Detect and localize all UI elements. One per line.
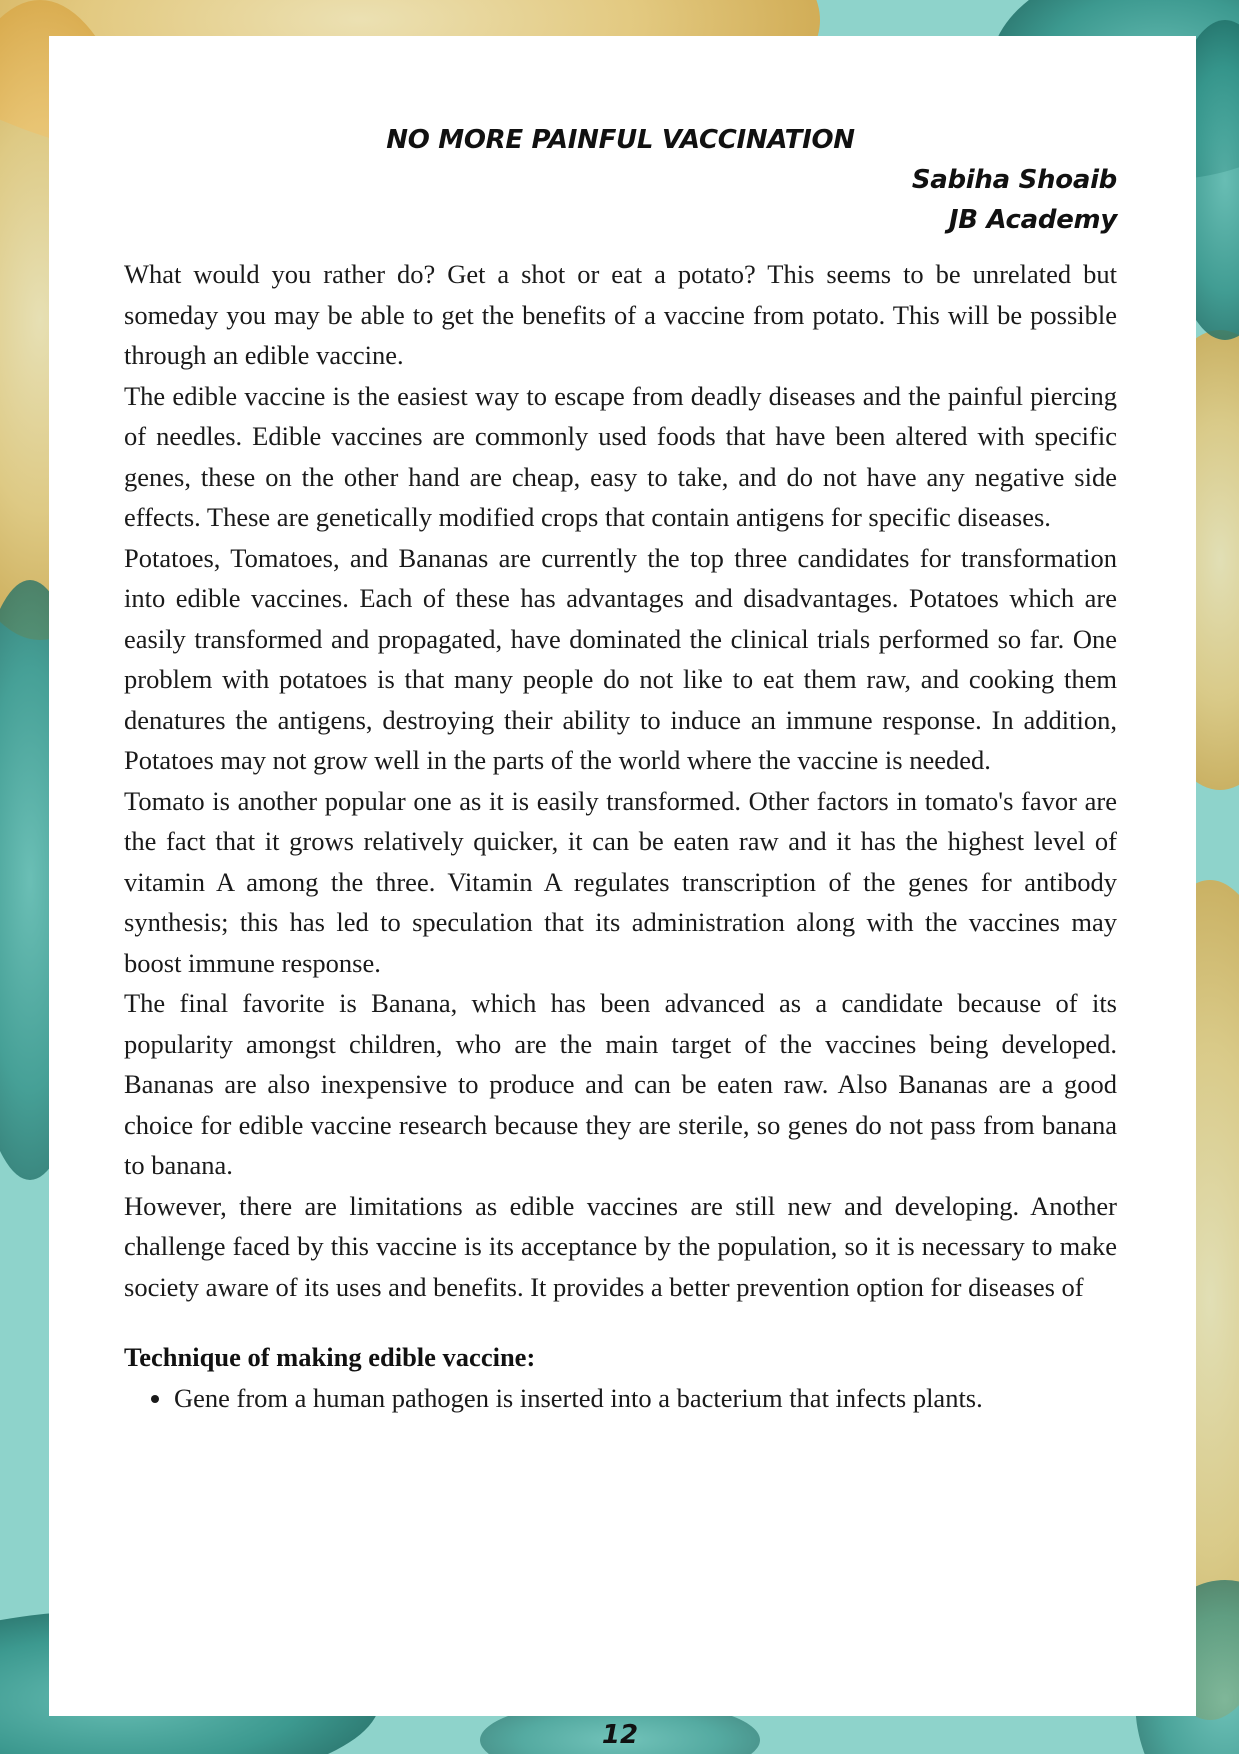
paragraph: Potatoes, Tomatoes, and Bananas are currently the top three candidates for transformation into edible vaccines. Each of these has advantages and disadvantages. Potatoes which are easily transformed and propagated, have dominated the clinical trials performed so far. One problem with potatoes is that many people do not like to eat them raw, and cooking them denatures the antigens, destroying their ability to induce an immune response. In addition, Potatoes may not grow well in the parts of the world where the vaccine is needed.: [124, 542, 1117, 775]
document-page: [49, 36, 1196, 1716]
paragraph: The edible vaccine is the easiest way to escape from deadly diseases and the painful piercing of needles. Edible vaccines are commonly used foods that have been altered with specific genes, these on the other hand are cheap, easy to take, and do not have any negative side effects. These are genetically modified crops that contain antigens for specific diseases.: [124, 380, 1117, 532]
article-body: [124, 254, 1117, 1307]
paragraph: The final favorite is Banana, which has been advanced as a candidate because of its popularity amongst children, who are the main target of the vaccines being developed. Bananas are also inexpensive to produce and can be eaten raw. Also Bananas are a good choice for edible vaccine research because they are sterile, so genes do not pass from banana to banana.: [124, 988, 1117, 1180]
paragraph: Tomato is another popular one as it is easily transformed. Other factors in tomato's favor are the fact that it grows relatively quicker, it can be eaten raw and it has the highest level of vitamin A among the three. Vitamin A regulates transcription of the genes for antibody synthesis; this has led to speculation that its administration along with the vaccines may boost immune response.: [124, 785, 1117, 978]
paragraph: However, there are limitations as edible vaccines are still new and developing. Another challenge faced by this vaccine is its acceptance by the population, so it is necessary to make society aware of its uses and benefits. It provides a better prevention option for diseases of: [124, 1190, 1117, 1302]
section-heading: Technique of making edible vaccine:: [124, 1342, 536, 1372]
school-name: JB Academy: [948, 205, 1117, 235]
bullet-list: [124, 1378, 1117, 1419]
page-number: 12: [601, 1720, 639, 1750]
list-item: • Gene from a human pathogen is inserted into a bacterium that infects plants.: [174, 1378, 1117, 1419]
author-name: Sabiha Shoaib: [911, 165, 1117, 195]
paragraph: What would you rather do? Get a shot or eat a potato? This seems to be unrelated but someday you may be able to get the benefits of a vaccine from potato. This will be possible through an edible vaccine.: [124, 259, 1117, 370]
article-content: [124, 120, 1117, 1418]
article-title: NO MORE PAINFUL VACCINATION: [386, 125, 855, 155]
